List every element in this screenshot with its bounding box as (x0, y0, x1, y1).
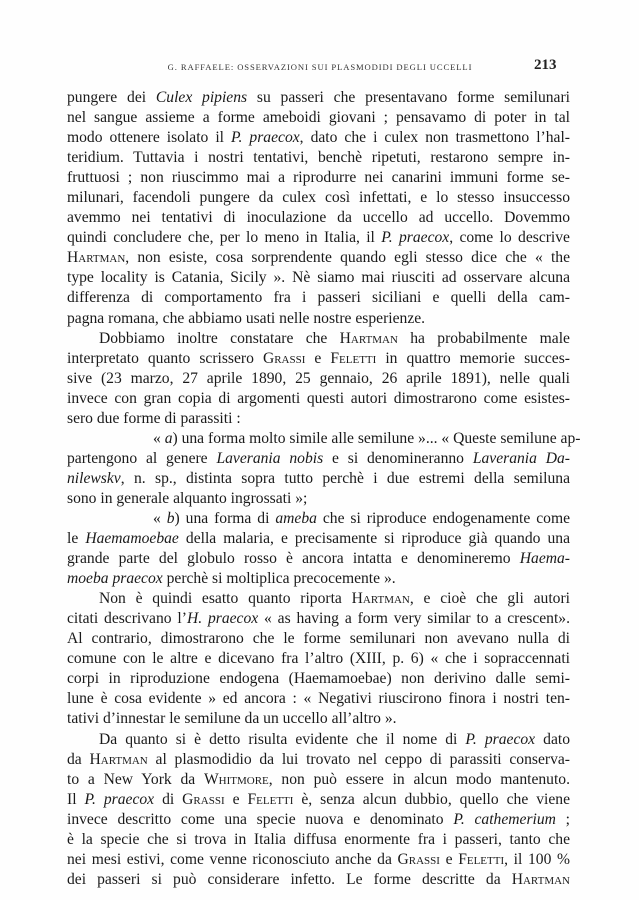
text-line: quindi concludere che, per lo meno in Italia, il P. praecox, come lo descrive (67, 229, 570, 247)
text-line: avemmo nei tentativi di inoculazione da uccello ad uccello. Dovemmo (67, 209, 570, 227)
text-line: interpretato quanto scrissero Grassi e Feletti in quattro memorie succes- (67, 349, 570, 367)
text-line: comune con le altre e dicevano fra l’altro (XIII, p. 6) « che i sopraccennati (67, 650, 570, 668)
text-line: nel sangue assieme a forme ameboidi giovani ; pensavamo di poter in tal (67, 109, 570, 127)
body-text (67, 88, 581, 890)
text-line: differenza di comportamento fra i passeri siciliani e quelli della cam- (67, 289, 570, 307)
text-line: sero due forme di parassiti : (67, 409, 241, 427)
text-line: le Haemamoebae della malaria, e precisamente si riproduce già quando una (67, 530, 571, 548)
text-line: tativi d’innestar le semilune da un uccello all’altro ». (67, 710, 397, 728)
text-line: modo ottenere isolato il P. praecox, dato che i culex non trasmettono l’hal- (67, 129, 570, 147)
text-line: Non è quindi esatto quanto riporta Hartman, e cioè che gli autori (99, 590, 570, 608)
text-line: grande parte del globulo rosso è ancora intatta e denomineremo Haema- (67, 550, 570, 568)
text-line: partengono al genere Laverania nobis e si denomineranno Laverania Da- (67, 449, 570, 467)
running-head: G. RAFFAELE: OSSERVAZIONI SUI PLASMODIDI DEGLI UCCELLI (167, 62, 473, 72)
text-line: invece con gran copia di argomenti questi autori dimostrarono come esistes- (67, 389, 570, 407)
text-line: type locality is Catania, Sicily ». Nè siamo mai riusciti ad osservare alcuna (67, 269, 570, 287)
text-line: « b) una forma di ameba che si riproduce endogenamente come (153, 509, 570, 527)
text-line: è la specie che si trova in Italia diffusa enormente fra i passeri, tanto che (67, 830, 570, 848)
text-line: sono in generale alquanto ingrossati »; (67, 489, 308, 507)
text-line: Il P. praecox di Grassi e Feletti è, senza alcun dubbio, quello che viene (67, 790, 570, 808)
text-line: Dobbiamo inoltre constatare che Hartman ha probabilmente male (99, 329, 570, 347)
text-line: pungere dei Culex pipiens su passeri che presentavano forme semilunari (67, 89, 570, 106)
text-line: citati descrivano l’H. praecox « as having a form very similar to a crescent». (67, 610, 570, 628)
text-line: Hartman, non esiste, cosa sorprendente quando egli stesso dice che « the (67, 249, 570, 267)
text-line: sive (23 marzo, 27 aprile 1890, 25 gennaio, 26 aprile 1891), nelle quali (67, 369, 570, 387)
text-line: dei passeri si può considerare infetto. Le forme descritte da Hartman (67, 870, 570, 888)
page-number: 213 (534, 57, 557, 73)
text-line: milunari, facendoli pungere da culex così infettati, e lo stesso insuccesso (67, 189, 570, 207)
text-line: teridium. Tuttavia i nostri tentativi, benchè ripetuti, restarono sempre in- (67, 149, 570, 167)
text-line: invece descritto come una specie nuova e denominato P. cathemerium ; (67, 810, 570, 828)
text-line: to a New York da Whitmore, non può essere in alcun modo mantenuto. (67, 770, 571, 788)
text-line: moeba praecox perchè si moltiplica precocemente ». (67, 570, 396, 588)
text-line: da Hartman al plasmodidio da lui trovato nel ceppo di parassiti conserva- (67, 750, 570, 768)
text-line: nilewskv, n. sp., distinta sopra tutto perchè i due estremi della semiluna (67, 469, 570, 487)
text-line: corpi in riproduzione endogena (Haemamoebae) non derivino dalle semi- (67, 670, 570, 688)
text-line: nei mesi estivi, come venne riconosciuto anche da Grassi e Feletti, il 100 % (67, 850, 571, 868)
text-line: pagna romana, che abbiamo usati nelle nostre esperienze. (67, 309, 426, 327)
text-line: lune è cosa evidente » ed ancora : « Negativi riuscirono finora i nostri ten- (67, 690, 570, 708)
text-line: « a) una forma molto simile alle semilune »... « Queste semilune ap- (153, 429, 581, 447)
text-line: fruttuosi ; non riuscimmo mai a riprodurre nei canarini immuni forme se- (67, 169, 570, 187)
text-line: Da quanto si è detto risulta evidente che il nome di P. praecox dato (99, 730, 570, 748)
text-line: Al contrario, dimostrarono che le forme semilunari non avevano nulla di (67, 630, 570, 648)
